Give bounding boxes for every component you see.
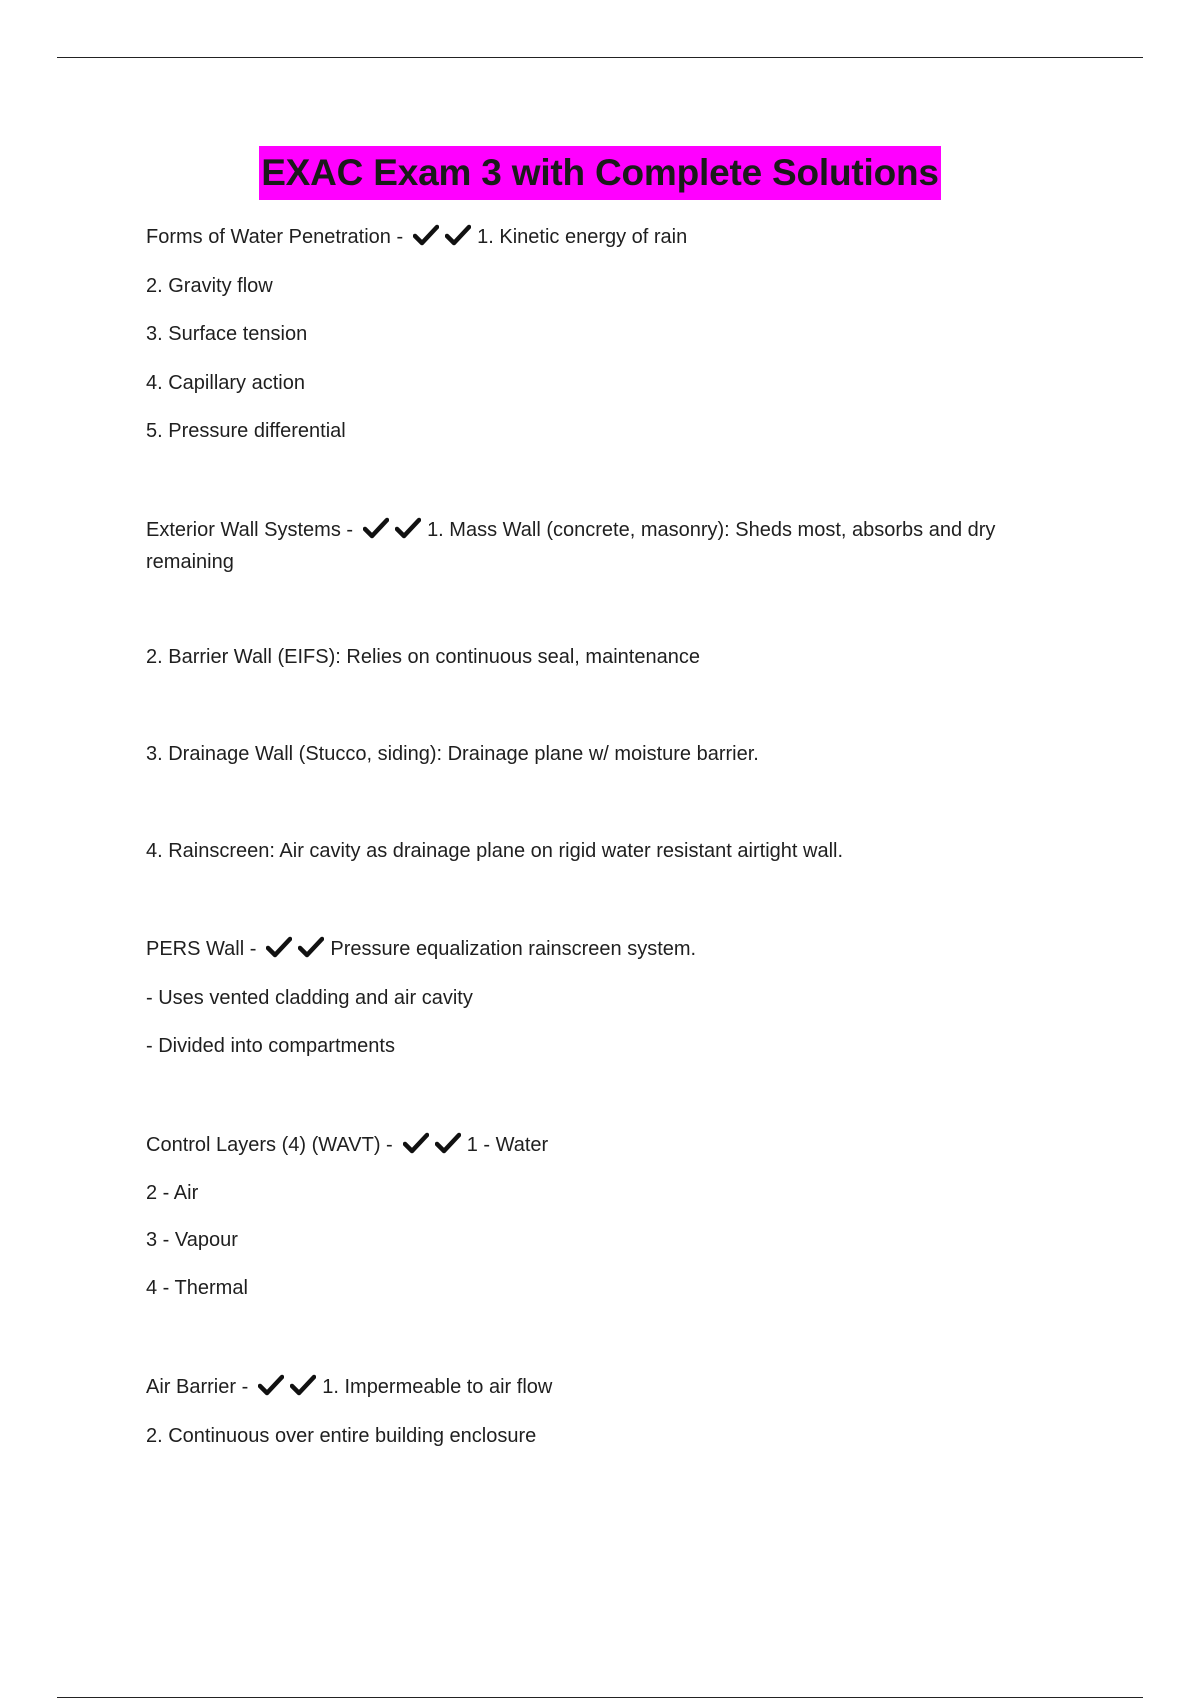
checkmark-icon xyxy=(266,936,292,958)
answer-text: Pressure equalization rainscreen system. xyxy=(330,938,697,960)
answer-text: 1. Impermeable to air flow xyxy=(322,1376,553,1398)
qa-item-water-penetration xyxy=(146,221,1086,253)
question-term: Control Layers (4) (WAVT) - xyxy=(146,1134,393,1156)
qa-item-air-barrier xyxy=(146,1371,1086,1403)
footer-rule xyxy=(57,1697,1143,1698)
answer-line: 4 - Thermal xyxy=(146,1277,248,1299)
question-term: Forms of Water Penetration - xyxy=(146,226,404,248)
header-rule xyxy=(57,57,1143,58)
qa-item-pers-wall xyxy=(146,933,1086,965)
answer-line: 2. Barrier Wall (EIFS): Relies on continuous seal, maintenance xyxy=(146,646,700,668)
checkmark-icon xyxy=(403,1132,429,1154)
answer-text: 1. Kinetic energy of rain xyxy=(477,226,688,248)
checkmark-icon xyxy=(413,224,439,246)
answer-line: 3. Surface tension xyxy=(146,323,308,345)
answer-line: - Uses vented cladding and air cavity xyxy=(146,987,473,1009)
answer-text: 1. Mass Wall (concrete, masonry): Sheds most, absorbs and dry remaining xyxy=(146,519,996,573)
answer-line: 3. Drainage Wall (Stucco, siding): Drainage plane w/ moisture barrier. xyxy=(146,743,759,765)
answer-line: 2 - Air xyxy=(146,1182,199,1204)
question-term: PERS Wall - xyxy=(146,938,257,960)
checkmark-icon xyxy=(395,517,421,539)
answer-line: 4. Capillary action xyxy=(146,372,305,394)
answer-line: 5. Pressure differential xyxy=(146,420,346,442)
checkmark-icon xyxy=(290,1374,316,1396)
question-term: Exterior Wall Systems - xyxy=(146,519,354,541)
answer-text: 1 - Water xyxy=(466,1134,549,1156)
checkmark-icon xyxy=(298,936,324,958)
qa-item-control-layers xyxy=(146,1129,1086,1161)
answer-line: 2. Continuous over entire building enclosure xyxy=(146,1425,537,1447)
question-term: Air Barrier - xyxy=(146,1376,249,1398)
answer-line: 2. Gravity flow xyxy=(146,275,273,297)
answer-line: 3 - Vapour xyxy=(146,1229,238,1251)
answer-line: 4. Rainscreen: Air cavity as drainage plane on rigid water resistant airtight wall. xyxy=(146,840,844,862)
qa-item-exterior-wall-systems xyxy=(146,514,1086,578)
title-block xyxy=(0,146,1200,200)
checkmark-icon xyxy=(258,1374,284,1396)
checkmark-icon xyxy=(363,517,389,539)
answer-line: - Divided into compartments xyxy=(146,1035,395,1057)
document-title: EXAC Exam 3 with Complete Solutions xyxy=(259,146,941,200)
checkmark-icon xyxy=(435,1132,461,1154)
checkmark-icon xyxy=(445,224,471,246)
